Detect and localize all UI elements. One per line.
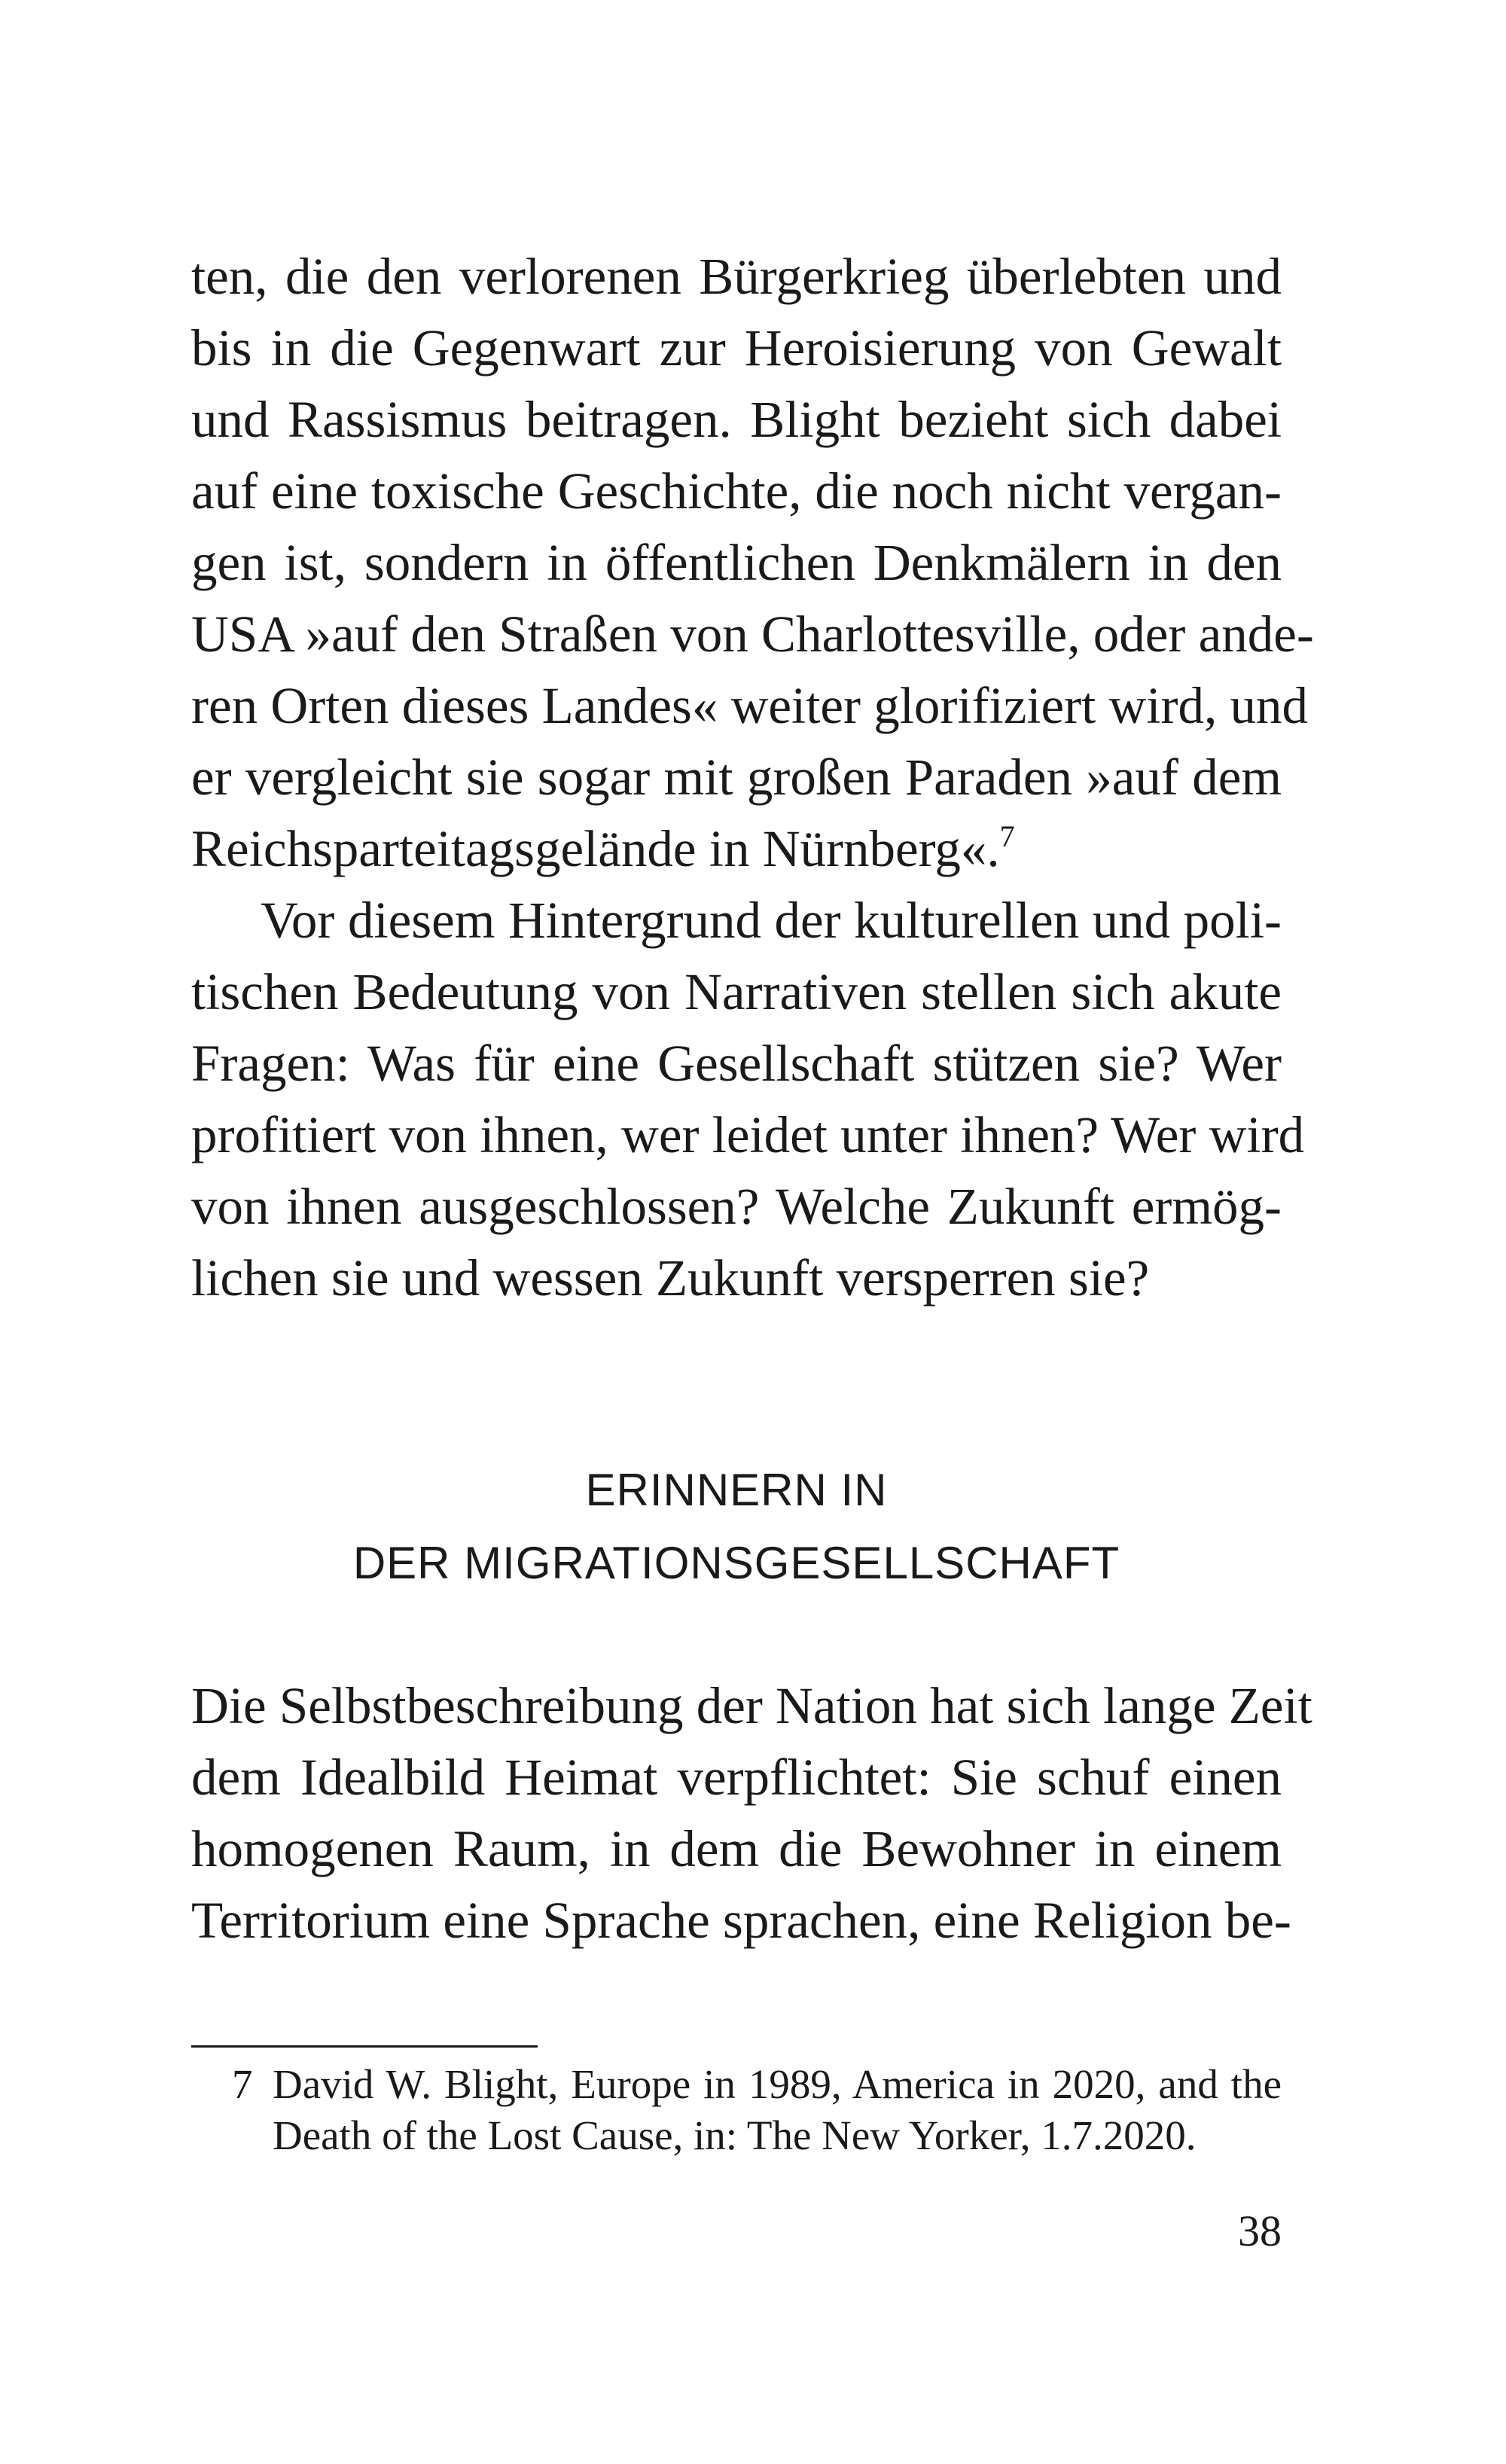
text-line: von ihnen ausgeschlossen? Welche Zukunft ermög- [191,1178,1282,1235]
footnote-text [273,2059,1282,2161]
text-line: USA »auf den Straßen von Charlottesville, oder ande- [191,605,1314,663]
text-line: und Rassismus beitragen. Blight bezieht sich dabei [191,391,1282,448]
footnote-line: David W. Blight, Europe in 1989, America in 2020, and the [273,2061,1282,2107]
paragraph-1 [191,241,1314,885]
text-line: auf eine toxische Geschichte, die noch nicht vergan- [191,462,1282,520]
text-line: Territorium eine Sprache sprachen, eine Religion be- [191,1892,1291,1949]
heading-line: ERINNERN IN [585,1465,888,1515]
text-line: ten, die den verlorenen Bürgerkrieg überlebten und [191,248,1282,305]
section-heading [191,1453,1282,1599]
text-line: Vor diesem Hintergrund der kulturellen und poli- [261,892,1282,949]
text-line: dem Idealbild Heimat verpflichtet: Sie schuf einen [191,1749,1282,1806]
text-line: Fragen: Was für eine Gesellschaft stützen sie? Wer [191,1035,1282,1092]
text-line: gen ist, sondern in öffentlichen Denkmälern in den [191,534,1282,591]
text-line: tischen Bedeutung von Narrativen stellen sich akute [191,963,1282,1020]
text-line: Die Selbstbeschreibung der Nation hat sich lange Zeit [191,1677,1312,1734]
text-line: homogenen Raum, in dem die Bewohner in einem [191,1820,1282,1877]
paragraph-3 [191,1670,1312,1956]
text-line: lichen sie und wessen Zukunft versperren sie? [191,1249,1150,1307]
footnote-number: 7 [232,2061,253,2107]
page-number: 38 [1238,2206,1282,2255]
footnote-divider [191,2045,538,2048]
text-line: er vergleicht sie sogar mit großen Paraden »auf dem [191,749,1282,806]
heading-line: DER MIGRATIONSGESELLSCHAFT [352,1538,1120,1588]
text-line: profitiert von ihnen, wer leidet unter ihnen? Wer wird [191,1106,1305,1163]
text-line-content: Reichsparteitagsgelände in Nürnberg«. [191,820,1000,877]
footnote-reference: 7 [999,819,1015,853]
text-line-last [191,813,1282,885]
text-line: ren Orten dieses Landes« weiter glorifiziert wird, und [191,677,1308,734]
text-line: bis in die Gegenwart zur Heroisierung von Gewalt [191,319,1282,377]
footnote-line: Death of the Lost Cause, in: The New Yorker, 1.7.2020. [273,2112,1197,2158]
paragraph-2 [191,885,1305,1314]
